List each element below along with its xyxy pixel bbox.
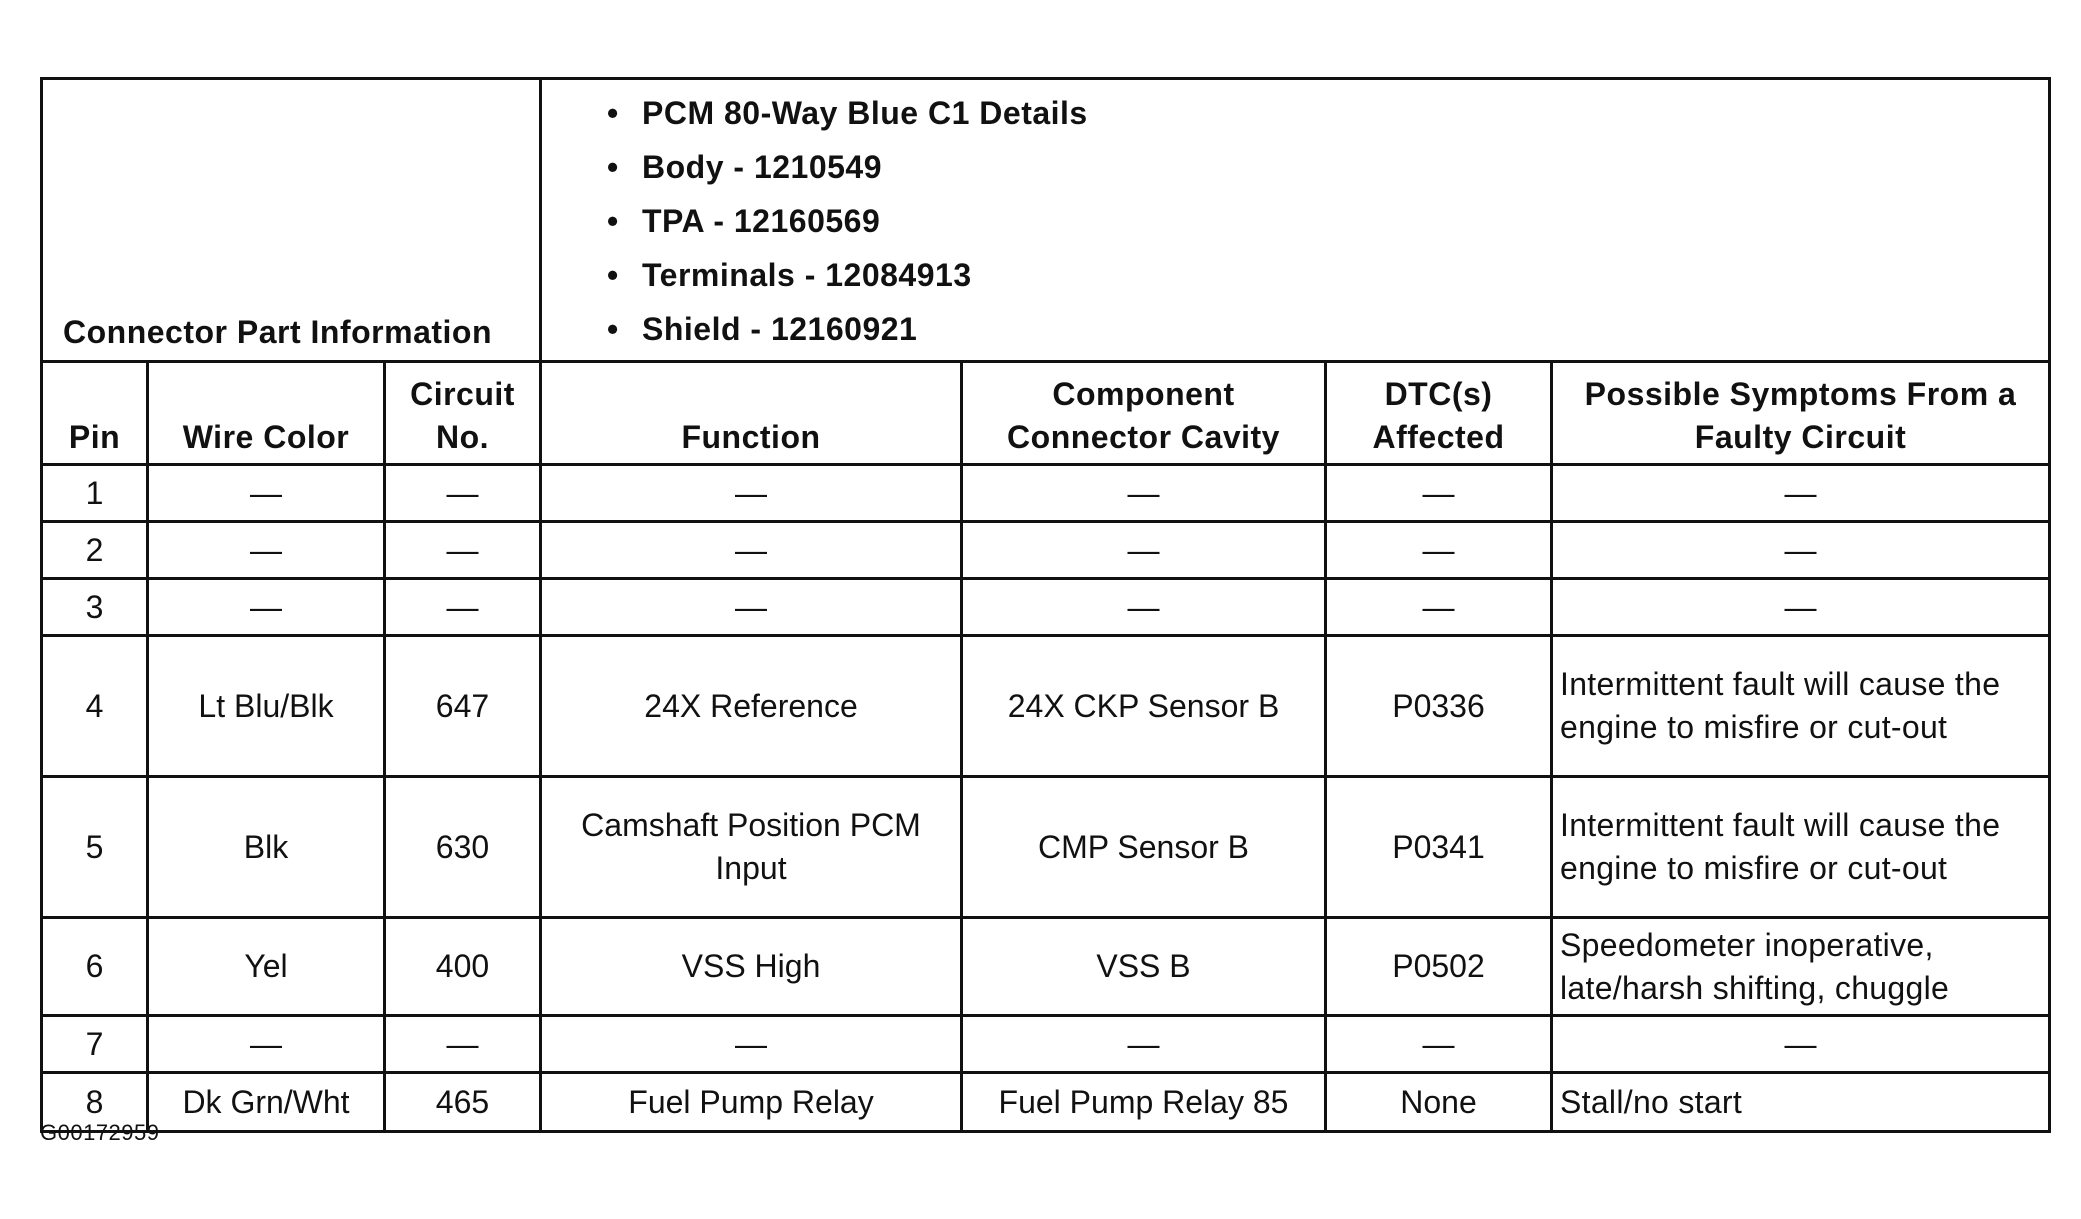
cell-function: —: [541, 579, 962, 636]
cell-symptoms: —: [1552, 465, 2050, 522]
cell-function: Camshaft Position PCM Input: [541, 777, 962, 918]
cell-dtc: P0502: [1326, 918, 1552, 1016]
cell-cavity: CMP Sensor B: [962, 777, 1326, 918]
cell-pin: 8: [42, 1073, 148, 1132]
bullet-icon: •: [607, 311, 619, 347]
header-pin: Pin: [42, 362, 148, 465]
cell-symptoms: Intermittent fault will cause the engine to misfire or cut-out: [1552, 777, 2050, 918]
bullet-icon: •: [607, 149, 619, 185]
cell-circuit: 647: [385, 636, 541, 777]
figure-id: G00172959: [40, 1120, 160, 1145]
detail-item-terminals: • Terminals - 12084913: [607, 248, 2048, 302]
cell-wire-color: Blk: [148, 777, 385, 918]
cell-function: —: [541, 1016, 962, 1073]
cell-pin: 7: [42, 1016, 148, 1073]
header-connector-cavity: Component Connector Cavity: [962, 362, 1326, 465]
header-circuit-no: Circuit No.: [385, 362, 541, 465]
cell-cavity: —: [962, 1016, 1326, 1073]
cell-cavity: VSS B: [962, 918, 1326, 1016]
cell-function: Fuel Pump Relay: [541, 1073, 962, 1132]
cell-circuit: —: [385, 465, 541, 522]
table-row-pin-2: [42, 522, 2050, 579]
cell-circuit: 465: [385, 1073, 541, 1132]
cell-pin: 3: [42, 579, 148, 636]
column-header-row: [42, 362, 2050, 465]
cell-function: VSS High: [541, 918, 962, 1016]
cell-wire-color: —: [148, 522, 385, 579]
cell-pin: 1: [42, 465, 148, 522]
header-function: Function: [541, 362, 962, 465]
connector-pinout-table: [40, 77, 2051, 1133]
table-row-pin-8: [42, 1073, 2050, 1132]
cell-wire-color: —: [148, 465, 385, 522]
cell-circuit: 400: [385, 918, 541, 1016]
detail-item-connector: • PCM 80-Way Blue C1 Details: [607, 86, 2048, 140]
cell-cavity: —: [962, 522, 1326, 579]
header-possible-symptoms: Possible Symptoms From a Faulty Circuit: [1552, 362, 2050, 465]
cell-dtc: P0341: [1326, 777, 1552, 918]
cell-function: —: [541, 522, 962, 579]
cell-symptoms: —: [1552, 522, 2050, 579]
cell-cavity: —: [962, 579, 1326, 636]
connector-details-list: [607, 86, 2048, 356]
cell-pin: 4: [42, 636, 148, 777]
cell-wire-color: —: [148, 1016, 385, 1073]
table-row-pin-3: [42, 579, 2050, 636]
cell-cavity: Fuel Pump Relay 85: [962, 1073, 1326, 1132]
bullet-icon: •: [607, 95, 619, 131]
connector-info-label: Connector Part Information: [42, 79, 541, 362]
cell-circuit: —: [385, 522, 541, 579]
cell-function: —: [541, 465, 962, 522]
cell-pin: 6: [42, 918, 148, 1016]
connector-info-row: [42, 79, 2050, 362]
cell-dtc: —: [1326, 579, 1552, 636]
cell-symptoms: Intermittent fault will cause the engine to misfire or cut-out: [1552, 636, 2050, 777]
detail-item-shield: • Shield - 12160921: [607, 302, 2048, 356]
cell-symptoms: Speedometer inoperative, late/harsh shifting, chuggle: [1552, 918, 2050, 1016]
cell-dtc: —: [1326, 522, 1552, 579]
bullet-icon: •: [607, 203, 619, 239]
cell-dtc: P0336: [1326, 636, 1552, 777]
cell-symptoms: —: [1552, 579, 2050, 636]
table-row-pin-5: [42, 777, 2050, 918]
header-wire-color: Wire Color: [148, 362, 385, 465]
cell-dtc: —: [1326, 1016, 1552, 1073]
detail-item-body: • Body - 1210549: [607, 140, 2048, 194]
cell-circuit: —: [385, 579, 541, 636]
connector-info-details: [541, 79, 2050, 362]
cell-dtc: —: [1326, 465, 1552, 522]
table-row-pin-4: [42, 636, 2050, 777]
header-dtc-affected: DTC(s) Affected: [1326, 362, 1552, 465]
cell-wire-color: —: [148, 579, 385, 636]
cell-wire-color: Lt Blu/Blk: [148, 636, 385, 777]
cell-wire-color: Yel: [148, 918, 385, 1016]
bullet-icon: •: [607, 257, 619, 293]
cell-circuit: —: [385, 1016, 541, 1073]
cell-cavity: —: [962, 465, 1326, 522]
cell-pin: 2: [42, 522, 148, 579]
cell-dtc: None: [1326, 1073, 1552, 1132]
cell-pin: 5: [42, 777, 148, 918]
detail-item-tpa: • TPA - 12160569: [607, 194, 2048, 248]
table-row-pin-6: [42, 918, 2050, 1016]
cell-function: 24X Reference: [541, 636, 962, 777]
cell-circuit: 630: [385, 777, 541, 918]
cell-symptoms: —: [1552, 1016, 2050, 1073]
cell-wire-color: Dk Grn/Wht: [148, 1073, 385, 1132]
table-row-pin-7: [42, 1016, 2050, 1073]
connector-table-sheet: [40, 77, 2048, 1133]
cell-symptoms: Stall/no start: [1552, 1073, 2050, 1132]
cell-cavity: 24X CKP Sensor B: [962, 636, 1326, 777]
table-row-pin-1: [42, 465, 2050, 522]
